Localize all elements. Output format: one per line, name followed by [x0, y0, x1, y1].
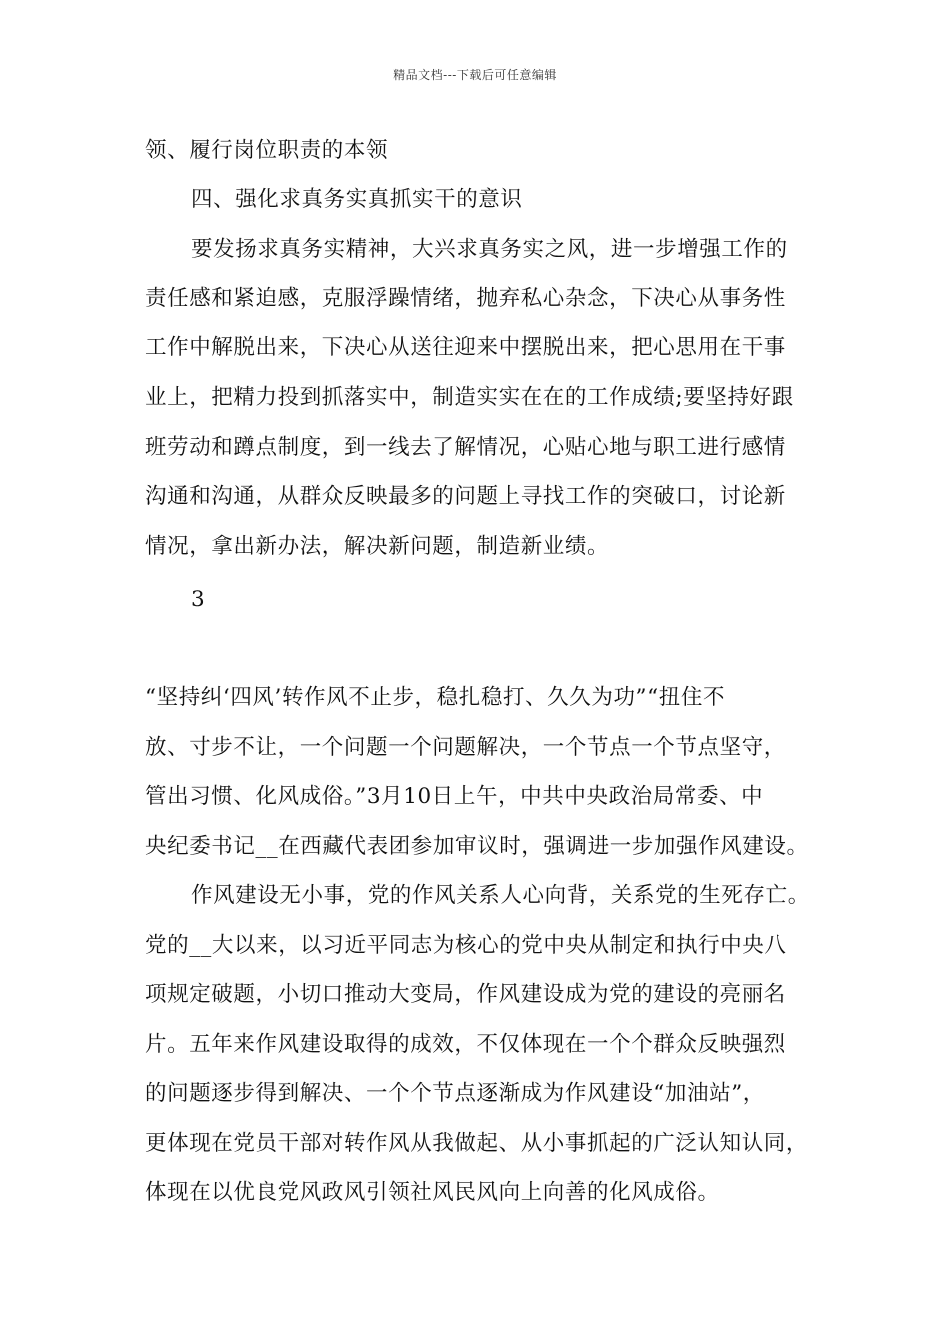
text-line: 领、履行岗位职责的本领 [145, 138, 389, 163]
text-line: 片。五年来作风建设取得的成效，不仅体现在一个个群众反映强烈 [145, 1032, 786, 1057]
text-line: 党的__大以来，以习近平同志为核心的党中央从制定和执行中央八 [145, 933, 787, 958]
text-line: 体现在以优良党风政风引领社风民风向上向善的化风成俗。 [145, 1180, 720, 1205]
page-header: 精品文档---下载后可任意编辑 [393, 68, 557, 82]
text-line: 责任感和紧迫感，克服浮躁情绪，抛弃私心杂念，下决心从事务性 [145, 286, 786, 311]
text-line: 要发扬求真务实精神，大兴求真务实之风，进一步增强工作的 [191, 237, 788, 262]
page-number: 3 [191, 587, 206, 612]
text-line: 项规定破题，小切口推动大变局，作风建设成为党的建设的亮丽名 [145, 982, 786, 1007]
text-line: “坚持纠‘四风’转作风不止步，稳扎稳打、久久为功”“扭住不 [145, 685, 726, 710]
text-line: 放、寸步不让，一个问题一个问题解决，一个节点一个节点坚守， [145, 735, 786, 760]
text-line: 情况，拿出新办法，解决新问题，制造新业绩。 [145, 534, 610, 559]
text-line: 班劳动和蹲点制度，到一线去了解情况，心贴心地与职工进行感情 [145, 435, 786, 460]
text-line: 业上，把精力投到抓落实中，制造实实在在的工作成绩;要坚持好跟 [145, 385, 794, 410]
text-line: 管出习惯、化风成俗。”3月10日上午，中共中央政治局常委、中 [145, 784, 764, 809]
text-line: 更体现在党员干部对转作风从我做起、从小事抓起的广泛认知认同， [145, 1131, 809, 1156]
section-heading: 四、强化求真务实真抓实干的意识 [191, 187, 523, 212]
text-line: 沟通和沟通，从群众反映最多的问题上寻找工作的突破口，讨论新 [145, 484, 786, 509]
text-line: 央纪委书记__在西藏代表团参加审议时，强调进一步加强作风建设。 [145, 834, 809, 859]
text-line: 工作中解脱出来，下决心从送往迎来中摆脱出来，把心思用在干事 [145, 335, 786, 360]
text-line: 的问题逐步得到解决、一个个节点逐渐成为作风建设“加油站”， [145, 1081, 765, 1106]
text-line: 作风建设无小事，党的作风关系人心向背，关系党的生死存亡。 [191, 883, 810, 908]
